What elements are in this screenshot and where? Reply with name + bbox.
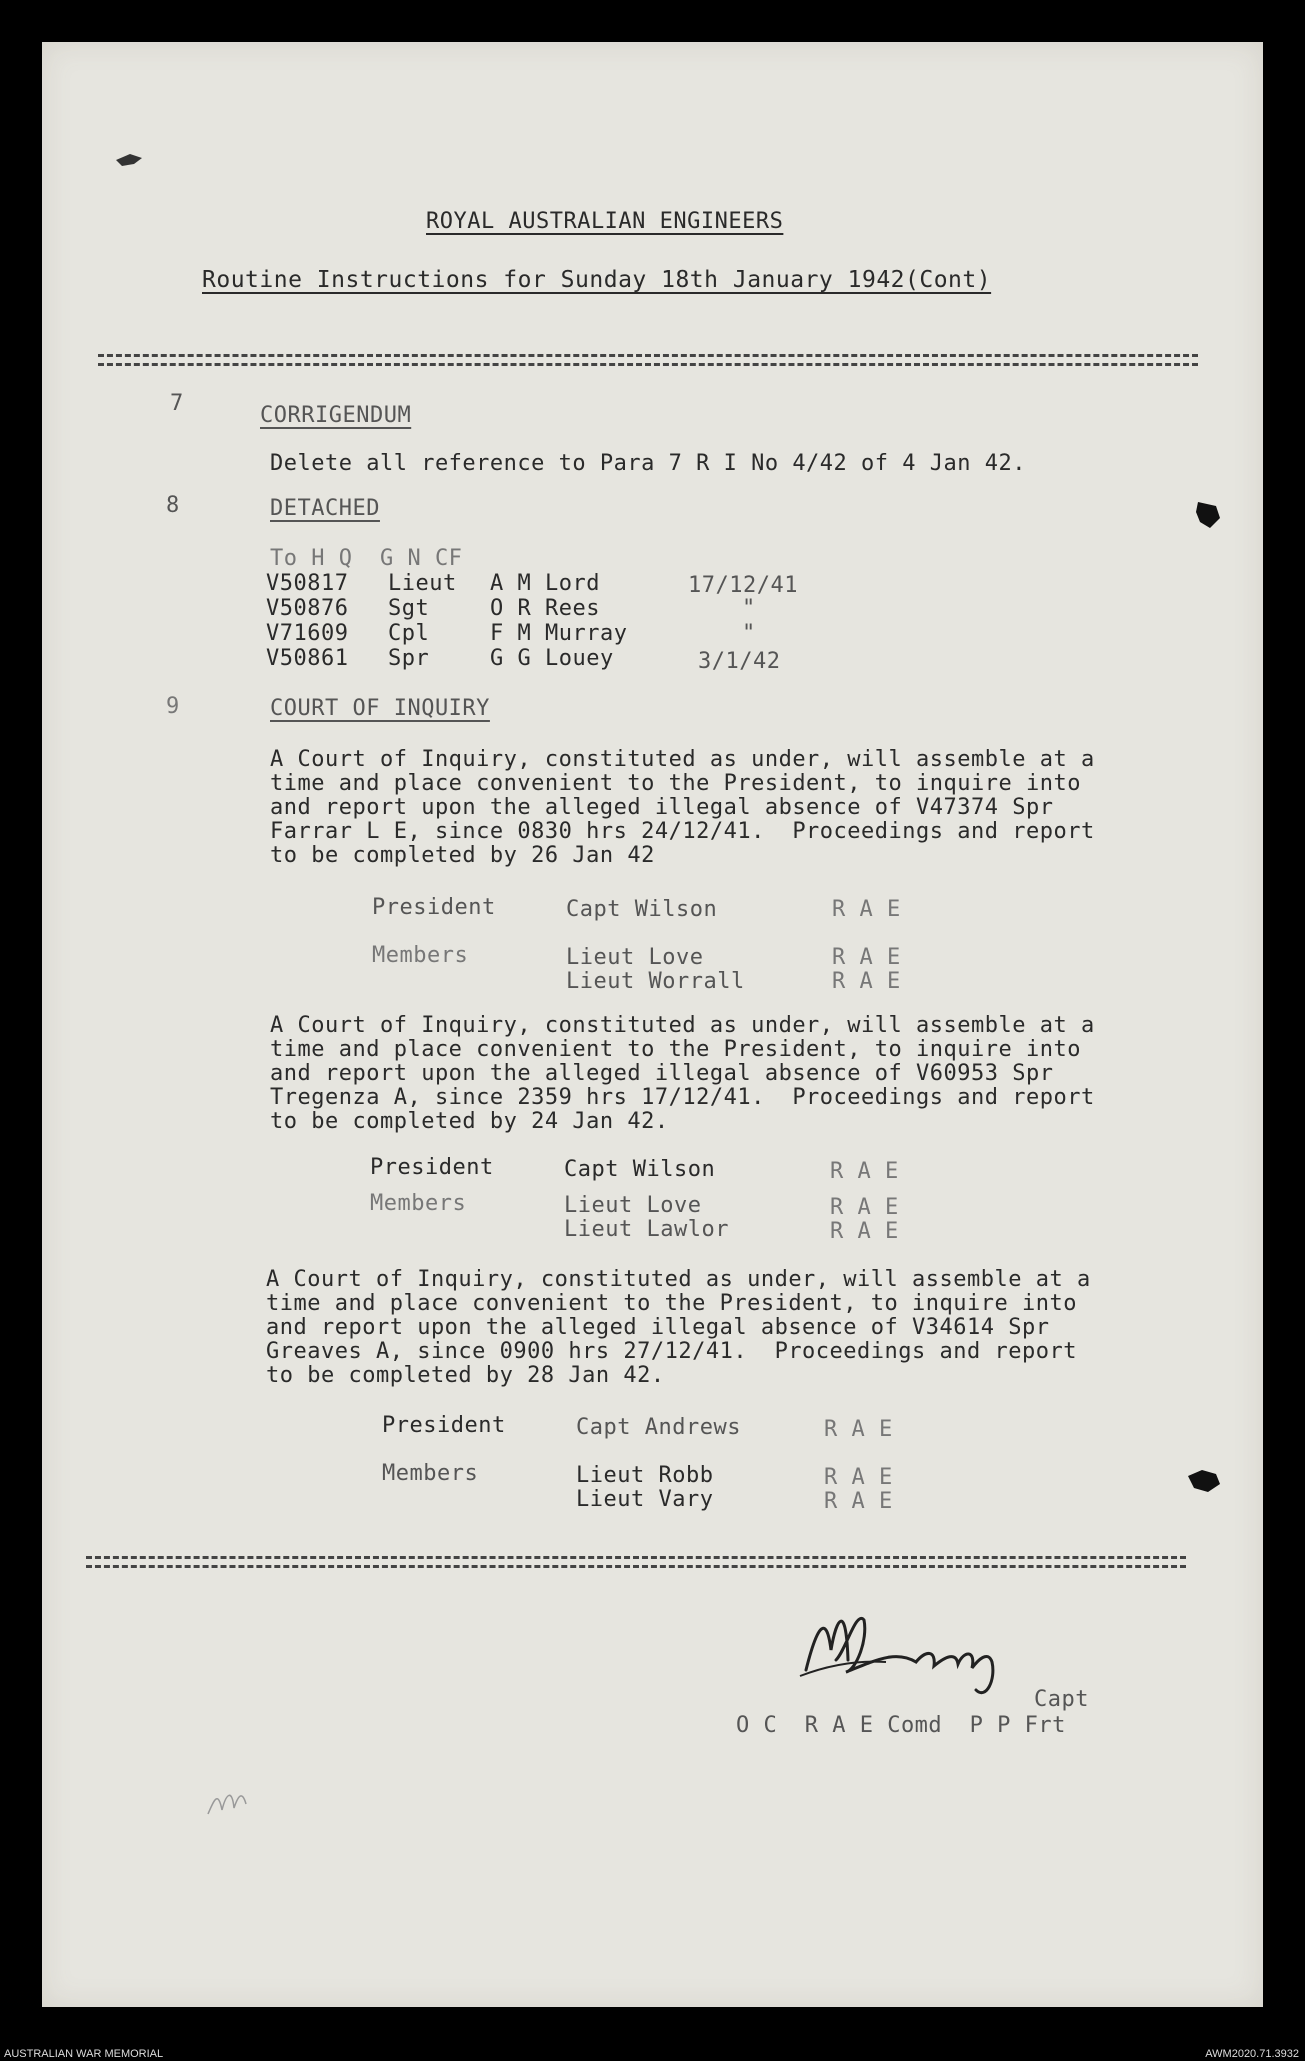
detached-row-rank: Lieut bbox=[388, 571, 457, 596]
president-name: Capt Wilson bbox=[564, 1157, 716, 1182]
member-name: Lieut Vary bbox=[576, 1487, 714, 1512]
corps-label: R A E bbox=[824, 1417, 893, 1442]
member-name: Lieut Worrall bbox=[566, 969, 745, 994]
section-heading-court-of-inquiry: COURT OF INQUIRY bbox=[270, 696, 490, 721]
detached-row-rank: Sgt bbox=[388, 596, 430, 621]
court-text-line: to be completed by 24 Jan 42. bbox=[270, 1109, 669, 1134]
corrigendum-text: Delete all reference to Para 7 R I No 4/42 of 4 Jan 42. bbox=[270, 451, 1026, 476]
members-label: Members bbox=[382, 1461, 479, 1486]
archive-credit: AUSTRALIAN WAR MEMORIAL bbox=[4, 2048, 164, 2060]
detached-row-no: V71609 bbox=[266, 621, 349, 646]
para-number: 9 bbox=[166, 694, 180, 719]
detached-row-name: F M Murray bbox=[490, 621, 628, 646]
para-number: 7 bbox=[170, 391, 184, 416]
president-name: Capt Andrews bbox=[576, 1415, 741, 1440]
member-name: Lieut Love bbox=[564, 1193, 702, 1218]
members-label: Members bbox=[370, 1191, 467, 1216]
section-heading-corrigendum: CORRIGENDUM bbox=[260, 403, 412, 428]
corps-label: R A E bbox=[830, 1195, 899, 1220]
president-name: Capt Wilson bbox=[566, 897, 718, 922]
court-text-line: time and place convenient to the President, to inquire into bbox=[266, 1291, 1077, 1316]
detached-row-date: 17/12/41 bbox=[688, 573, 798, 598]
corps-label: R A E bbox=[830, 1219, 899, 1244]
separator-top bbox=[98, 354, 1198, 366]
punch-hole-mark bbox=[112, 144, 152, 174]
court-text-line: Greaves A, since 0900 hrs 27/12/41. Proceedings and report bbox=[266, 1339, 1077, 1364]
section-heading-detached: DETACHED bbox=[270, 496, 380, 521]
court-text-line: time and place convenient to the President, to inquire into bbox=[270, 1037, 1081, 1062]
corps-label: R A E bbox=[832, 945, 901, 970]
detached-row-name: A M Lord bbox=[490, 571, 600, 596]
signatory-designation: O C R A E Comd P P Frt bbox=[736, 1713, 1066, 1738]
president-label: President bbox=[370, 1155, 494, 1180]
detached-row-rank: Spr bbox=[388, 646, 430, 671]
court-text-line: to be completed by 28 Jan 42. bbox=[266, 1363, 665, 1388]
court-text-line: and report upon the alleged illegal absence of V34614 Spr bbox=[266, 1315, 1050, 1340]
document-page bbox=[42, 42, 1263, 2007]
detached-row-date: " bbox=[742, 596, 756, 621]
member-name: Lieut Lawlor bbox=[564, 1217, 729, 1242]
corps-label: R A E bbox=[832, 969, 901, 994]
member-name: Lieut Robb bbox=[576, 1463, 714, 1488]
detached-row-date: " bbox=[742, 621, 756, 646]
member-name: Lieut Love bbox=[566, 945, 704, 970]
detached-row-rank: Cpl bbox=[388, 621, 430, 646]
court-text-line: and report upon the alleged illegal absence of V60953 Spr bbox=[270, 1061, 1054, 1086]
court-text-line: time and place convenient to the President, to inquire into bbox=[270, 771, 1081, 796]
detached-row-no: V50876 bbox=[266, 596, 349, 621]
detached-row-date: 3/1/42 bbox=[698, 649, 781, 674]
corps-label: R A E bbox=[830, 1159, 899, 1184]
court-text-line: A Court of Inquiry, constituted as under, will assemble at a bbox=[266, 1267, 1091, 1292]
members-label: Members bbox=[372, 943, 469, 968]
signatory-rank: Capt bbox=[1034, 1687, 1089, 1712]
page-title: Routine Instructions for Sunday 18th January 1942(Cont) bbox=[202, 267, 992, 293]
court-text-line: A Court of Inquiry, constituted as under, will assemble at a bbox=[270, 1013, 1095, 1038]
detached-row-name: G G Louey bbox=[490, 646, 614, 671]
punch-hole bbox=[1182, 1462, 1226, 1498]
court-text-line: Tregenza A, since 2359 hrs 17/12/41. Proceedings and report bbox=[270, 1085, 1095, 1110]
president-label: President bbox=[382, 1413, 506, 1438]
para-number: 8 bbox=[166, 493, 180, 518]
pencil-mark bbox=[202, 1780, 252, 1820]
unit-heading: ROYAL AUSTRALIAN ENGINEERS bbox=[426, 209, 784, 234]
detached-subheading: To H Q G N CF bbox=[270, 546, 463, 571]
president-label: President bbox=[372, 895, 496, 920]
corps-label: R A E bbox=[824, 1489, 893, 1514]
court-text-line: and report upon the alleged illegal absence of V47374 Spr bbox=[270, 795, 1054, 820]
court-text-line: Farrar L E, since 0830 hrs 24/12/41. Proceedings and report bbox=[270, 819, 1095, 844]
court-text-line: to be completed by 26 Jan 42 bbox=[270, 843, 655, 868]
corps-label: R A E bbox=[832, 897, 901, 922]
court-text-line: A Court of Inquiry, constituted as under, will assemble at a bbox=[270, 747, 1095, 772]
detached-row-no: V50861 bbox=[266, 646, 349, 671]
punch-hole bbox=[1190, 494, 1226, 534]
detached-row-no: V50817 bbox=[266, 571, 349, 596]
detached-row-name: O R Rees bbox=[490, 596, 600, 621]
separator-bottom bbox=[86, 1556, 1186, 1568]
corps-label: R A E bbox=[824, 1465, 893, 1490]
archive-reference: AWM2020.71.3932 bbox=[1205, 2048, 1299, 2060]
